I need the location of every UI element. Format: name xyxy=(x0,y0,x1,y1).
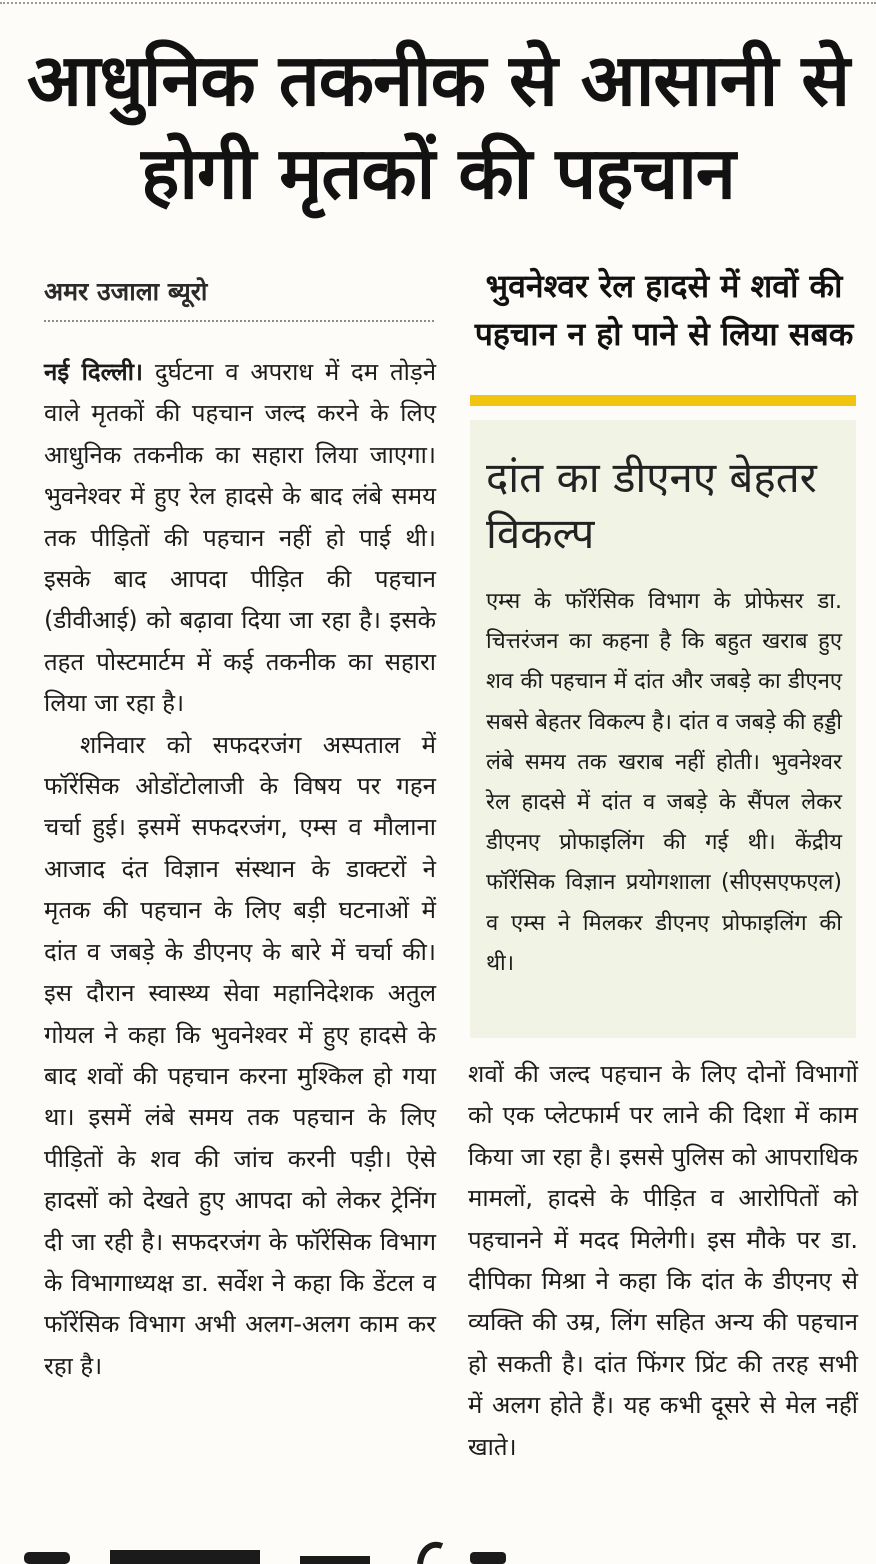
dateline: नई दिल्ली। xyxy=(44,358,144,386)
left-column xyxy=(44,352,436,1387)
accent-bar xyxy=(470,395,856,406)
left-paragraph-2: शनिवार को सफदरजंग अस्पताल में फॉरेंसिक ओडोंटोलाजी के विषय पर गहन चर्चा हुई। इसमें सफदरजंग, एम्स व मौलाना आजाद दंत विज्ञान संस्थान के डाक्टरों ने मृतक की पहचान के लिए बड़ी घटनाओं में दांत व जबड़े के डीएनए के बारे में चर्चा की। इस दौरान स्वास्थ्य सेवा महानिदेशक अतुल गोयल ने कहा कि भुवनेश्वर में हुए हादसे के बाद शवों की पहचान करना मुश्किल हो गया था। इसमें लंबे समय तक पहचान के लिए पीड़ितों के शव की जांच करनी पड़ी। ऐसे हादसों को देखते हुए आपदा को लेकर ट्रेनिंग दी जा रही है। सफदरजंग के फॉरेंसिक विभाग के विभागाध्यक्ष डा. सर्वेश ने कहा कि डेंटल व फॉरेंसिक विभाग अभी अलग-अलग काम कर रहा है। xyxy=(44,730,436,1380)
box-title: दांत का डीएनए बेहतर विकल्प xyxy=(486,453,817,558)
subheadline: भुवनेश्वर रेल हादसे में शवों की पहचान न हो पाने से लिया सबक xyxy=(474,267,854,353)
next-article-cutoff xyxy=(0,1538,876,1564)
left-paragraph-1 xyxy=(44,352,436,725)
headline: आधुनिक तकनीक से आसानी से होगी मृतकों की पहचान xyxy=(26,38,850,215)
top-dotted-rule xyxy=(0,2,876,4)
cutoff-glyphs-decoration xyxy=(0,1538,876,1564)
byline: अमर उजाला ब्यूरो xyxy=(44,277,208,306)
left-paragraph-1-text: दुर्घटना व अपराध में दम तोड़ने वाले मृतकों की पहचान जल्द करने के लिए आधुनिक तकनीक का सहारा लिया जाएगा। भुवनेश्वर में हुए रेल हादसे के बाद लंबे समय तक पीड़ितों की पहचान नहीं हो पाई थी। इसके बाद आपदा पीड़ित की पहचान (डीवीआई) को बढ़ावा दिया जा रहा है। इसके तहत पोस्टमार्टम में कई तकनीक का सहारा लिया जा रहा है। xyxy=(44,358,437,718)
right-column xyxy=(468,1054,858,1468)
right-paragraph: शवों की जल्द पहचान के लिए दोनों विभागों को एक प्लेटफार्म पर लाने की दिशा में काम किया जा रहा है। इससे पुलिस को आपराधिक मामलों, हादसे के पीड़ित व आरोपितों को पहचानने में मदद मिलेगी। इस मौके पर डा. दीपिका मिश्रा ने कहा कि दांत के डीएनए से व्यक्ति की उम्र, लिंग सहित अन्य की पहचान हो सकती है। दांत फिंगर प्रिंट की तरह सभी में अलग होते हैं। यह कभी दूसरे से मेल नहीं खाते। xyxy=(468,1060,858,1461)
byline-divider xyxy=(44,320,434,322)
sidebar-box xyxy=(470,420,856,1038)
box-text: एम्स के फॉरेंसिक विभाग के प्रोफेसर डा. चित्तरंजन का कहना है कि बहुत खराब हुए शव की पहचान में दांत और जबड़े का डीएनए सबसे बेहतर विकल्प है। दांत व जबड़े की हड्डी लंबे समय तक खराब नहीं होती। भुवनेश्वर रेल हादसे में दांत व जबड़े के सैंपल लेकर डीएनए प्रोफाइलिंग की गई थी। केंद्रीय फॉरेंसिक विज्ञान प्रयोगशाला (सीएसएफएल) व एम्स ने मिलकर डीएनए प्रोफाइलिंग की थी। xyxy=(486,589,842,976)
